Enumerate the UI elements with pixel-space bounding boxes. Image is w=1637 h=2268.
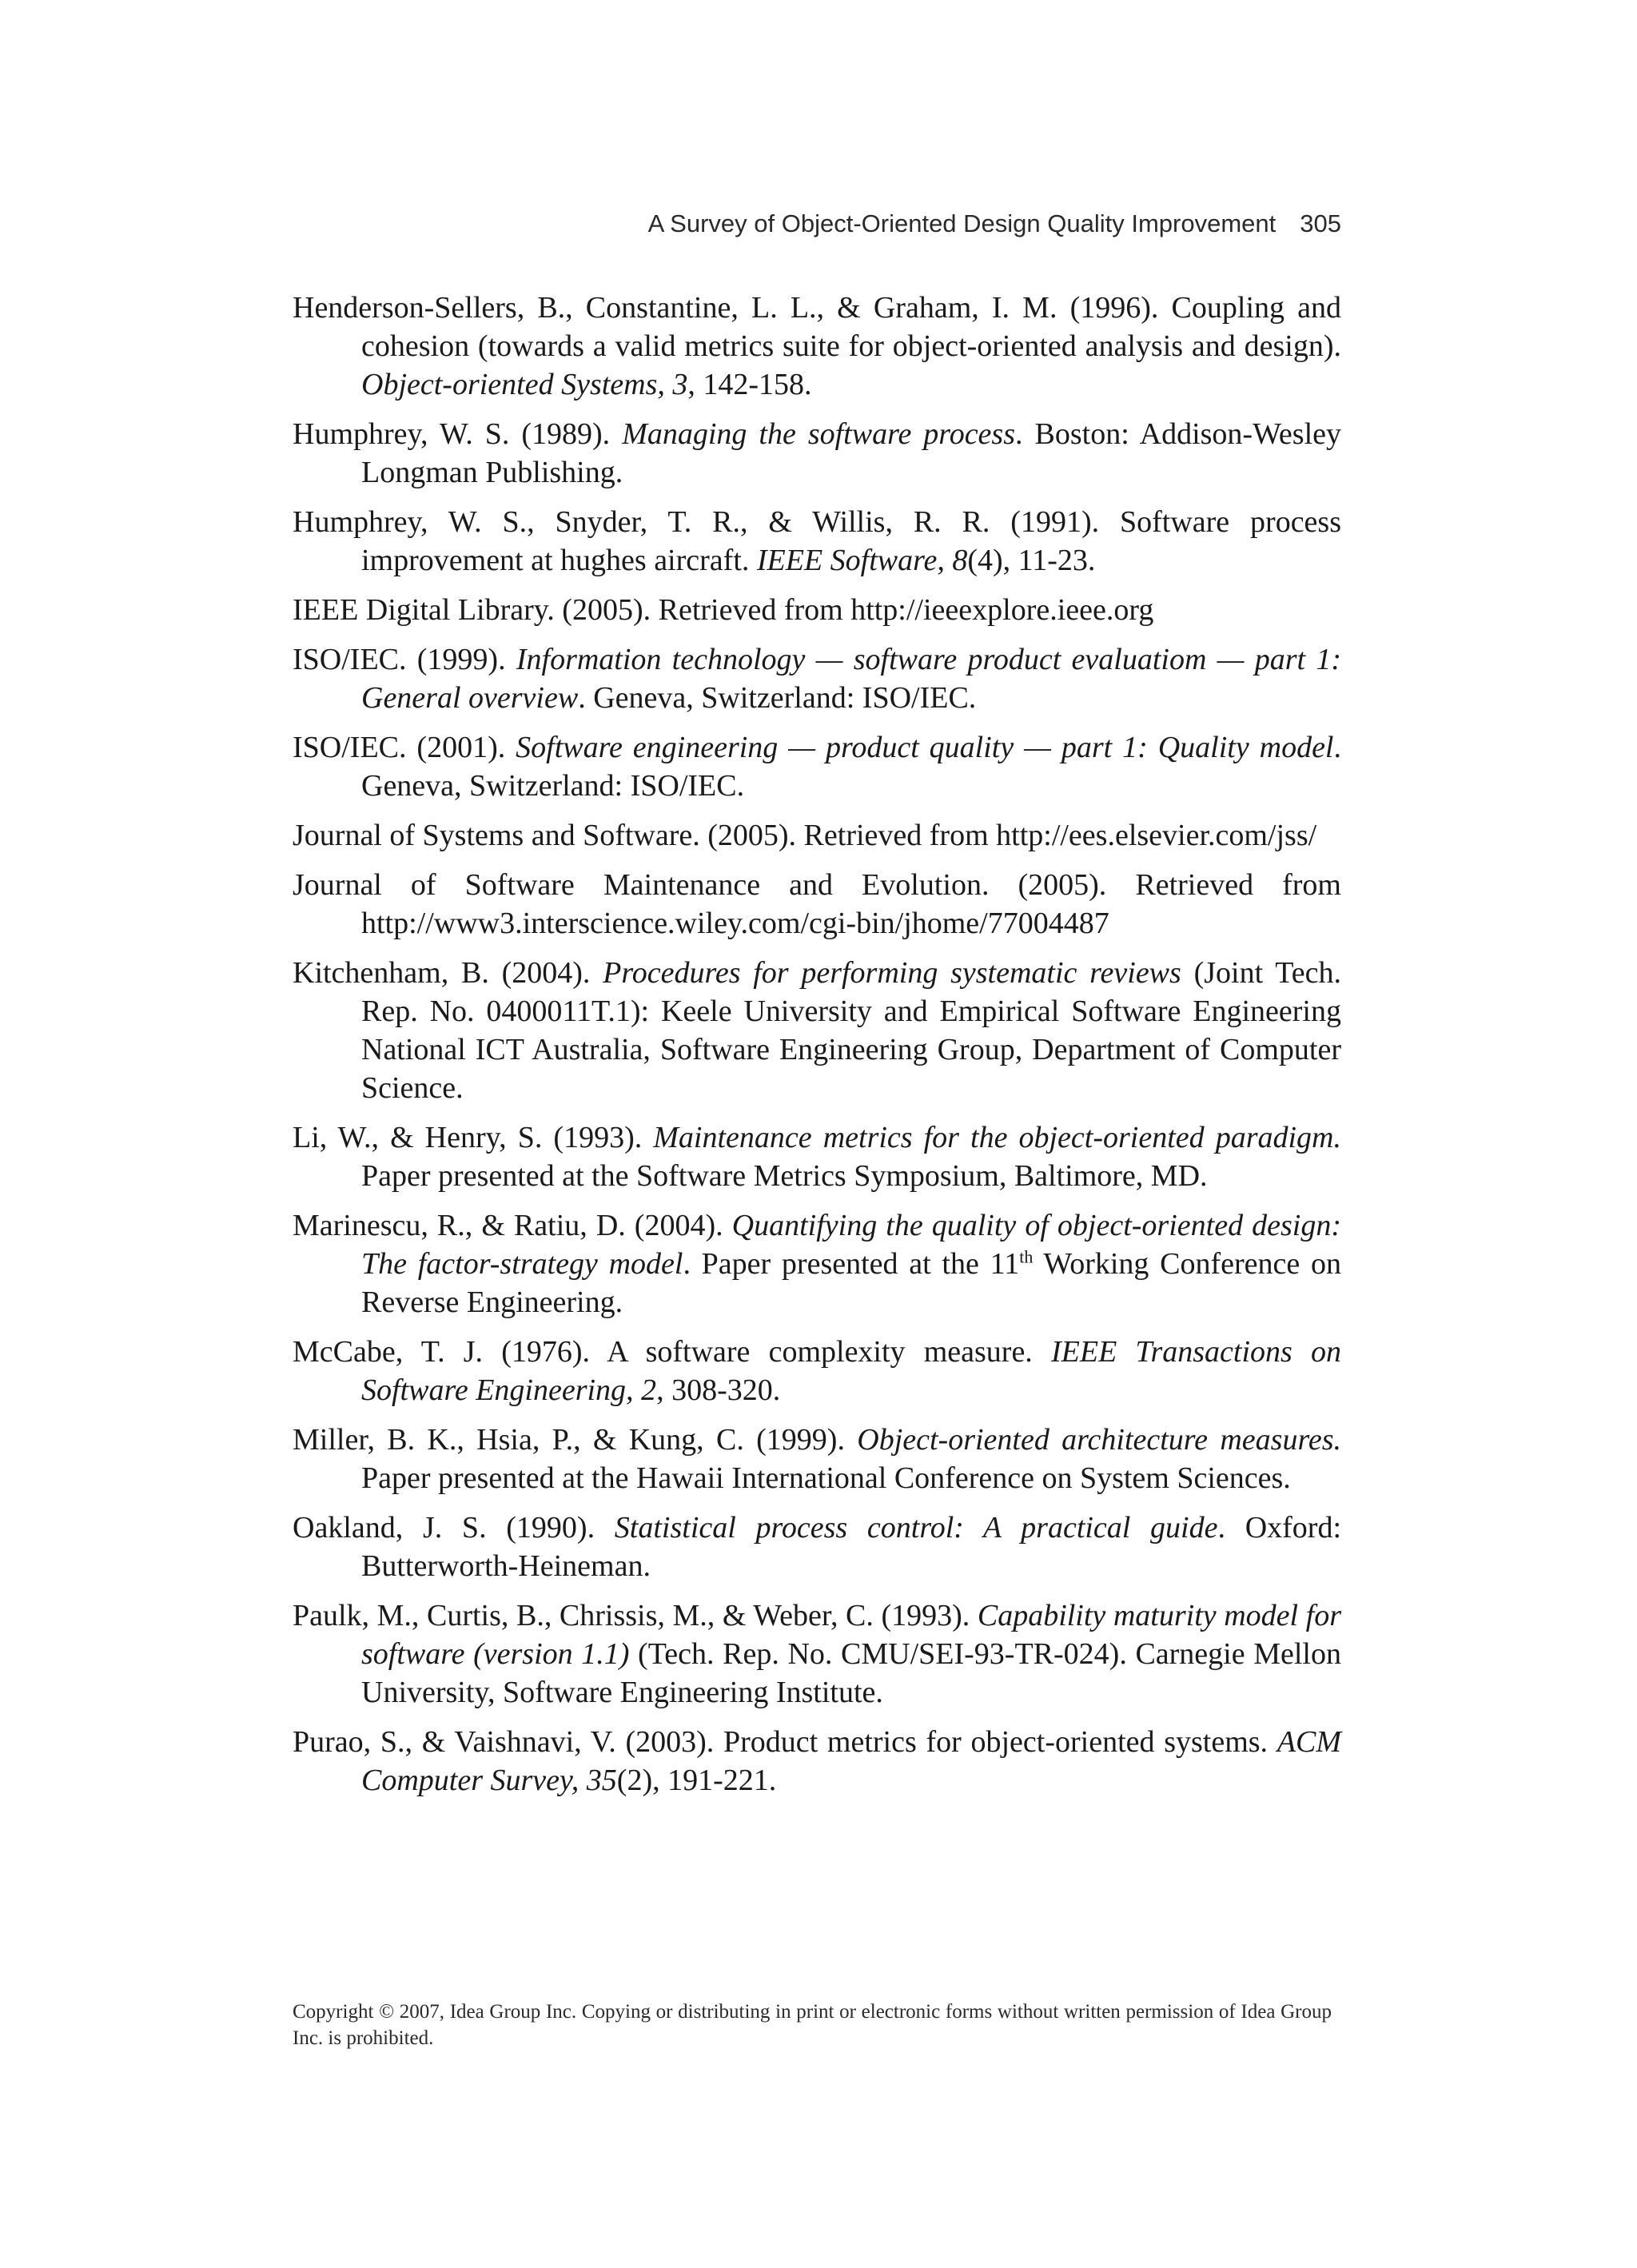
- reference-text: Kitchenham, B. (2004).: [293, 956, 603, 990]
- reference-text: Paper presented at the Hawaii International Conference on System Sciences.: [361, 1461, 1291, 1495]
- reference-entry: [293, 1723, 1341, 1800]
- running-head: [648, 209, 1341, 238]
- reference-text: Journal of Systems and Software. (2005). Retrieved from http://ees.elsevier.com/jss/: [293, 819, 1317, 852]
- italic-title: Software engineering — product quality — part 1: Quality model: [516, 731, 1334, 764]
- reference-text: ISO/IEC. (2001).: [293, 731, 516, 764]
- reference-text: Miller, B. K., Hsia, P., & Kung, C. (1999).: [293, 1423, 858, 1457]
- reference-entry: [293, 1509, 1341, 1585]
- reference-text: . Geneva, Switzerland: ISO/IEC.: [578, 681, 977, 715]
- reference-entry: [293, 591, 1341, 629]
- reference-entry: [293, 1421, 1341, 1497]
- reference-text: Journal of Software Maintenance and Evolution. (2005). Retrieved from http://www3.interscience.wiley.com/cgi-bin/jhome/77004487: [293, 868, 1341, 940]
- reference-text: . Geneva, Switzerland: ISO/IEC.: [361, 731, 1341, 803]
- running-title: A Survey of Object-Oriented Design Quality Improvement: [647, 209, 1277, 237]
- copyright-notice: Copyright © 2007, Idea Group Inc. Copying or distributing in print or electronic forms without written permission of Idea Group Inc. is prohibited.: [293, 2001, 1332, 2049]
- italic-title: Information technology — software product evaluatiom — part 1: General overview: [361, 643, 1341, 715]
- reference-text: (Joint Tech. Rep. No. 0400011T.1): Keele University and Empirical Software Engineering National ICT Australia, Software Engineering Group, Department of Computer Science.: [361, 956, 1341, 1105]
- italic-title: ACM Computer Survey, 35: [361, 1725, 1341, 1797]
- page-number: 305: [1300, 209, 1341, 237]
- reference-entry: [293, 1118, 1341, 1195]
- reference-entry: [293, 1206, 1341, 1321]
- reference-text: . Boston: Addison-Wesley Longman Publishing.: [361, 417, 1341, 489]
- reference-entry: [293, 640, 1341, 717]
- reference-text: Paulk, M., Curtis, B., Chrissis, M., & Weber, C. (1993).: [293, 1599, 978, 1632]
- italic-title: IEEE Software, 8: [756, 544, 968, 577]
- italic-title: Capability maturity model for software (version 1.1): [361, 1599, 1341, 1671]
- reference-text: Li, W., & Henry, S. (1993).: [293, 1121, 654, 1154]
- reference-text: Marinescu, R., & Ratiu, D. (2004).: [293, 1209, 732, 1242]
- reference-entry: [293, 728, 1341, 805]
- italic-title: Object-oriented architecture measures.: [857, 1423, 1341, 1457]
- reference-text: . Oxford: Butterworth-Heineman.: [361, 1511, 1341, 1583]
- reference-text: Paper presented at the Software Metrics Symposium, Baltimore, MD.: [361, 1159, 1208, 1193]
- reference-entry: [293, 415, 1341, 492]
- reference-text: Humphrey, W. S. (1989).: [293, 417, 623, 451]
- superscript-text: th: [1019, 1246, 1034, 1267]
- italic-title: Object-oriented Systems, 3: [361, 368, 688, 401]
- reference-text: (2), 191-221.: [616, 1764, 777, 1797]
- reference-text: Humphrey, W. S., Snyder, T. R., & Willis, R. R. (1991). Software process improvement at hughes aircraft.: [293, 505, 1341, 577]
- reference-text: Working Conference on Reverse Engineering.: [361, 1247, 1342, 1319]
- reference-entry: [293, 866, 1341, 943]
- reference-text: Henderson-Sellers, B., Constantine, L. L., & Graham, I. M. (1996). Coupling and cohesion (towards a valid metrics suite for object-oriented analysis and design).: [293, 291, 1341, 363]
- reference-entry: [293, 1596, 1341, 1712]
- italic-title: Maintenance metrics for the object-oriented paradigm.: [653, 1121, 1341, 1154]
- reference-text: McCabe, T. J. (1976). A software complexity measure.: [293, 1335, 1051, 1369]
- reference-entry: [293, 289, 1341, 404]
- reference-entry: [293, 954, 1341, 1107]
- italic-title: IEEE Transactions on Software Engineering, 2: [361, 1335, 1341, 1407]
- reference-text: ISO/IEC. (1999).: [293, 643, 516, 676]
- reference-list: [293, 289, 1341, 1811]
- reference-text: IEEE Digital Library. (2005). Retrieved from http://ieeexplore.ieee.org: [293, 593, 1154, 627]
- reference-text: . Paper presented at the 11: [683, 1247, 1020, 1281]
- italic-title: Quantifying the quality of object-oriented design: The factor-strategy model: [361, 1209, 1341, 1281]
- reference-entry: [293, 503, 1341, 580]
- reference-text: , 308-320.: [656, 1373, 781, 1407]
- reference-entry: [293, 1333, 1341, 1409]
- reference-text: Oakland, J. S. (1990).: [293, 1511, 615, 1545]
- reference-text: (Tech. Rep. No. CMU/SEI-93-TR-024). Carnegie Mellon University, Software Engineering Institute.: [361, 1637, 1341, 1709]
- italic-title: Statistical process control: A practical guide: [614, 1511, 1218, 1545]
- reference-text: , 142-158.: [687, 368, 812, 401]
- italic-title: Procedures for performing systematic reviews: [603, 956, 1181, 990]
- reference-text: Purao, S., & Vaishnavi, V. (2003). Product metrics for object-oriented systems.: [293, 1725, 1277, 1759]
- reference-entry: [293, 816, 1341, 855]
- reference-text: (4), 11-23.: [967, 544, 1096, 577]
- italic-title: Managing the software process: [622, 417, 1015, 451]
